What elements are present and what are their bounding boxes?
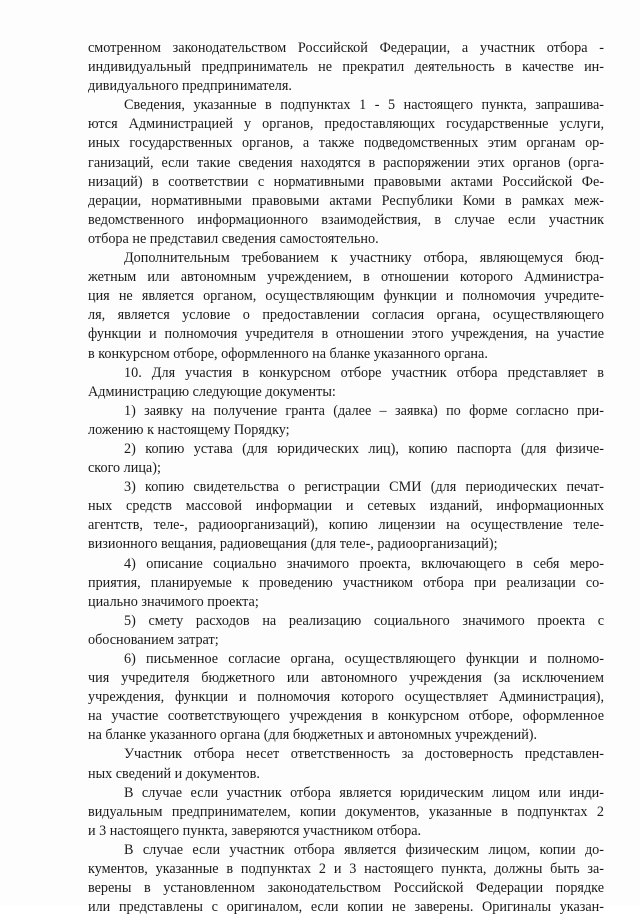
text-line: 4) описание социально значимого проекта, включающего в себя меро-: [124, 555, 604, 572]
text-line: или представлены с оригиналом, если копии не заверены. Оригиналы указан-: [88, 899, 604, 916]
text-line: ются Администрацией у органов, предоставляющих государственные услуги,: [88, 116, 604, 133]
list-item-6: [88, 650, 604, 745]
paragraph-individual-copies: [88, 841, 604, 917]
text-line: Участник отбора несет ответственность за достоверность представлен-: [124, 746, 604, 763]
text-line: Сведения, указанные в подпунктах 1 - 5 настоящего пункта, запрашива-: [124, 97, 604, 114]
text-line: приятия, планируемые к проведению участником отбора при реализации со-: [88, 574, 604, 591]
text-line: ганизаций, если такие сведения находятся в распоряжении этих органов (орга-: [88, 154, 604, 171]
text-line: визионного вещания, радиовещания (для теле-, радиоорганизаций);: [88, 536, 498, 553]
text-line: В случае если участник отбора является физическим лицом, копии до-: [124, 841, 604, 858]
text-line: в конкурсном отборе, оформленного на бланке указанного органа.: [88, 345, 488, 362]
list-item-2: [88, 440, 604, 478]
text-line: индивидуальный предприниматель не прекратил деятельность в качестве ин-: [88, 59, 604, 76]
text-line: ных сведений и документов.: [88, 765, 260, 782]
text-line: верены в установленном законодательством Российской Федерации порядке: [88, 880, 604, 897]
paragraph-legal-entity-copies: [88, 784, 604, 841]
text-line: жетным или автономным учреждением, в отношении которого Администра-: [88, 269, 604, 286]
text-line: иных государственных органов, а также подведомственных этим органам ор-: [88, 135, 604, 152]
text-line: ция не является органом, осуществляющим функции и полномочия учредите-: [88, 288, 604, 305]
text-line: функции и полномочия учредителя в отношении этого учреждения, на участие: [88, 326, 604, 343]
paragraph-additional-requirement: [88, 249, 604, 364]
text-line: видуальным предпринимателем, копии документов, указанные в подпунктах 2: [88, 803, 604, 820]
text-line: ных средств массовой информации и сетевых изданий, информационных: [88, 498, 604, 515]
text-line: 3) копию свидетельства о регистрации СМИ (для периодических печат-: [124, 479, 604, 496]
list-item-1: [88, 402, 604, 440]
text-line: на участие соответствующего учреждения в конкурсном отборе, оформленное: [88, 708, 604, 725]
text-line: 10. Для участия в конкурсном отборе участник отбора представляет в: [124, 364, 604, 381]
paragraph-information-requests: [88, 96, 604, 249]
text-line: ского лица);: [88, 460, 161, 477]
document-body: [88, 39, 604, 917]
text-line: Администрацию следующие документы:: [88, 383, 336, 400]
paragraph-continuation: [88, 39, 604, 96]
text-line: 5) смету расходов на реализацию социального значимого проекта с: [124, 612, 604, 629]
text-line: низаций) в соответствии с нормативными правовыми актами Российской Фе-: [88, 173, 604, 190]
text-line: ложению к настоящему Порядку;: [88, 421, 290, 438]
text-line: циально значимого проекта;: [88, 593, 259, 610]
text-line: и 3 настоящего пункта, заверяются участником отбора.: [88, 822, 422, 839]
text-line: отбора не представил сведения самостоятельно.: [88, 230, 379, 247]
text-line: дивидуального предпринимателя.: [88, 78, 292, 95]
paragraph-responsibility: [88, 745, 604, 783]
text-line: ля, является условие о предоставлении согласия органа, осуществляющего: [88, 307, 604, 324]
list-item-4: [88, 555, 604, 612]
text-line: кументов, указанные в подпунктах 2 и 3 настоящего пункта, должны быть за-: [88, 861, 604, 878]
text-line: чия учредителя бюджетного или автономного учреждения (за исключением: [88, 670, 604, 687]
paragraph-item-10: [88, 364, 604, 402]
text-line: дерации, нормативными правовыми актами Республики Коми в рамках меж-: [88, 192, 604, 209]
text-line: ведомственного информационного взаимодействия, в случае если участник: [88, 211, 604, 228]
text-line: смотренном законодательством Российской Федерации, а участник отбора -: [88, 40, 604, 56]
text-line: 6) письменное согласие органа, осуществляющего функции и полномо-: [124, 651, 604, 667]
text-line: обоснованием затрат;: [88, 631, 219, 648]
text-line: на бланке указанного органа (для бюджетных и автономных учреждений).: [88, 727, 538, 744]
text-line: В случае если участник отбора является юридическим лицом или инди-: [124, 784, 604, 801]
text-line: Дополнительным требованием к участнику отбора, являющемуся бюд-: [124, 250, 604, 267]
list-item-5: [88, 612, 604, 650]
text-line: учреждения, функции и полномочия которого осуществляет Администрация),: [88, 689, 604, 706]
text-line: 2) копию устава (для юридических лиц), копию паспорта (для физиче-: [124, 440, 604, 457]
list-item-3: [88, 478, 604, 554]
text-line: агентств, теле-, радиоорганизаций), копию лицензии на осуществление теле-: [88, 517, 604, 534]
text-line: 1) заявку на получение гранта (далее – заявка) по форме согласно при-: [124, 402, 604, 419]
